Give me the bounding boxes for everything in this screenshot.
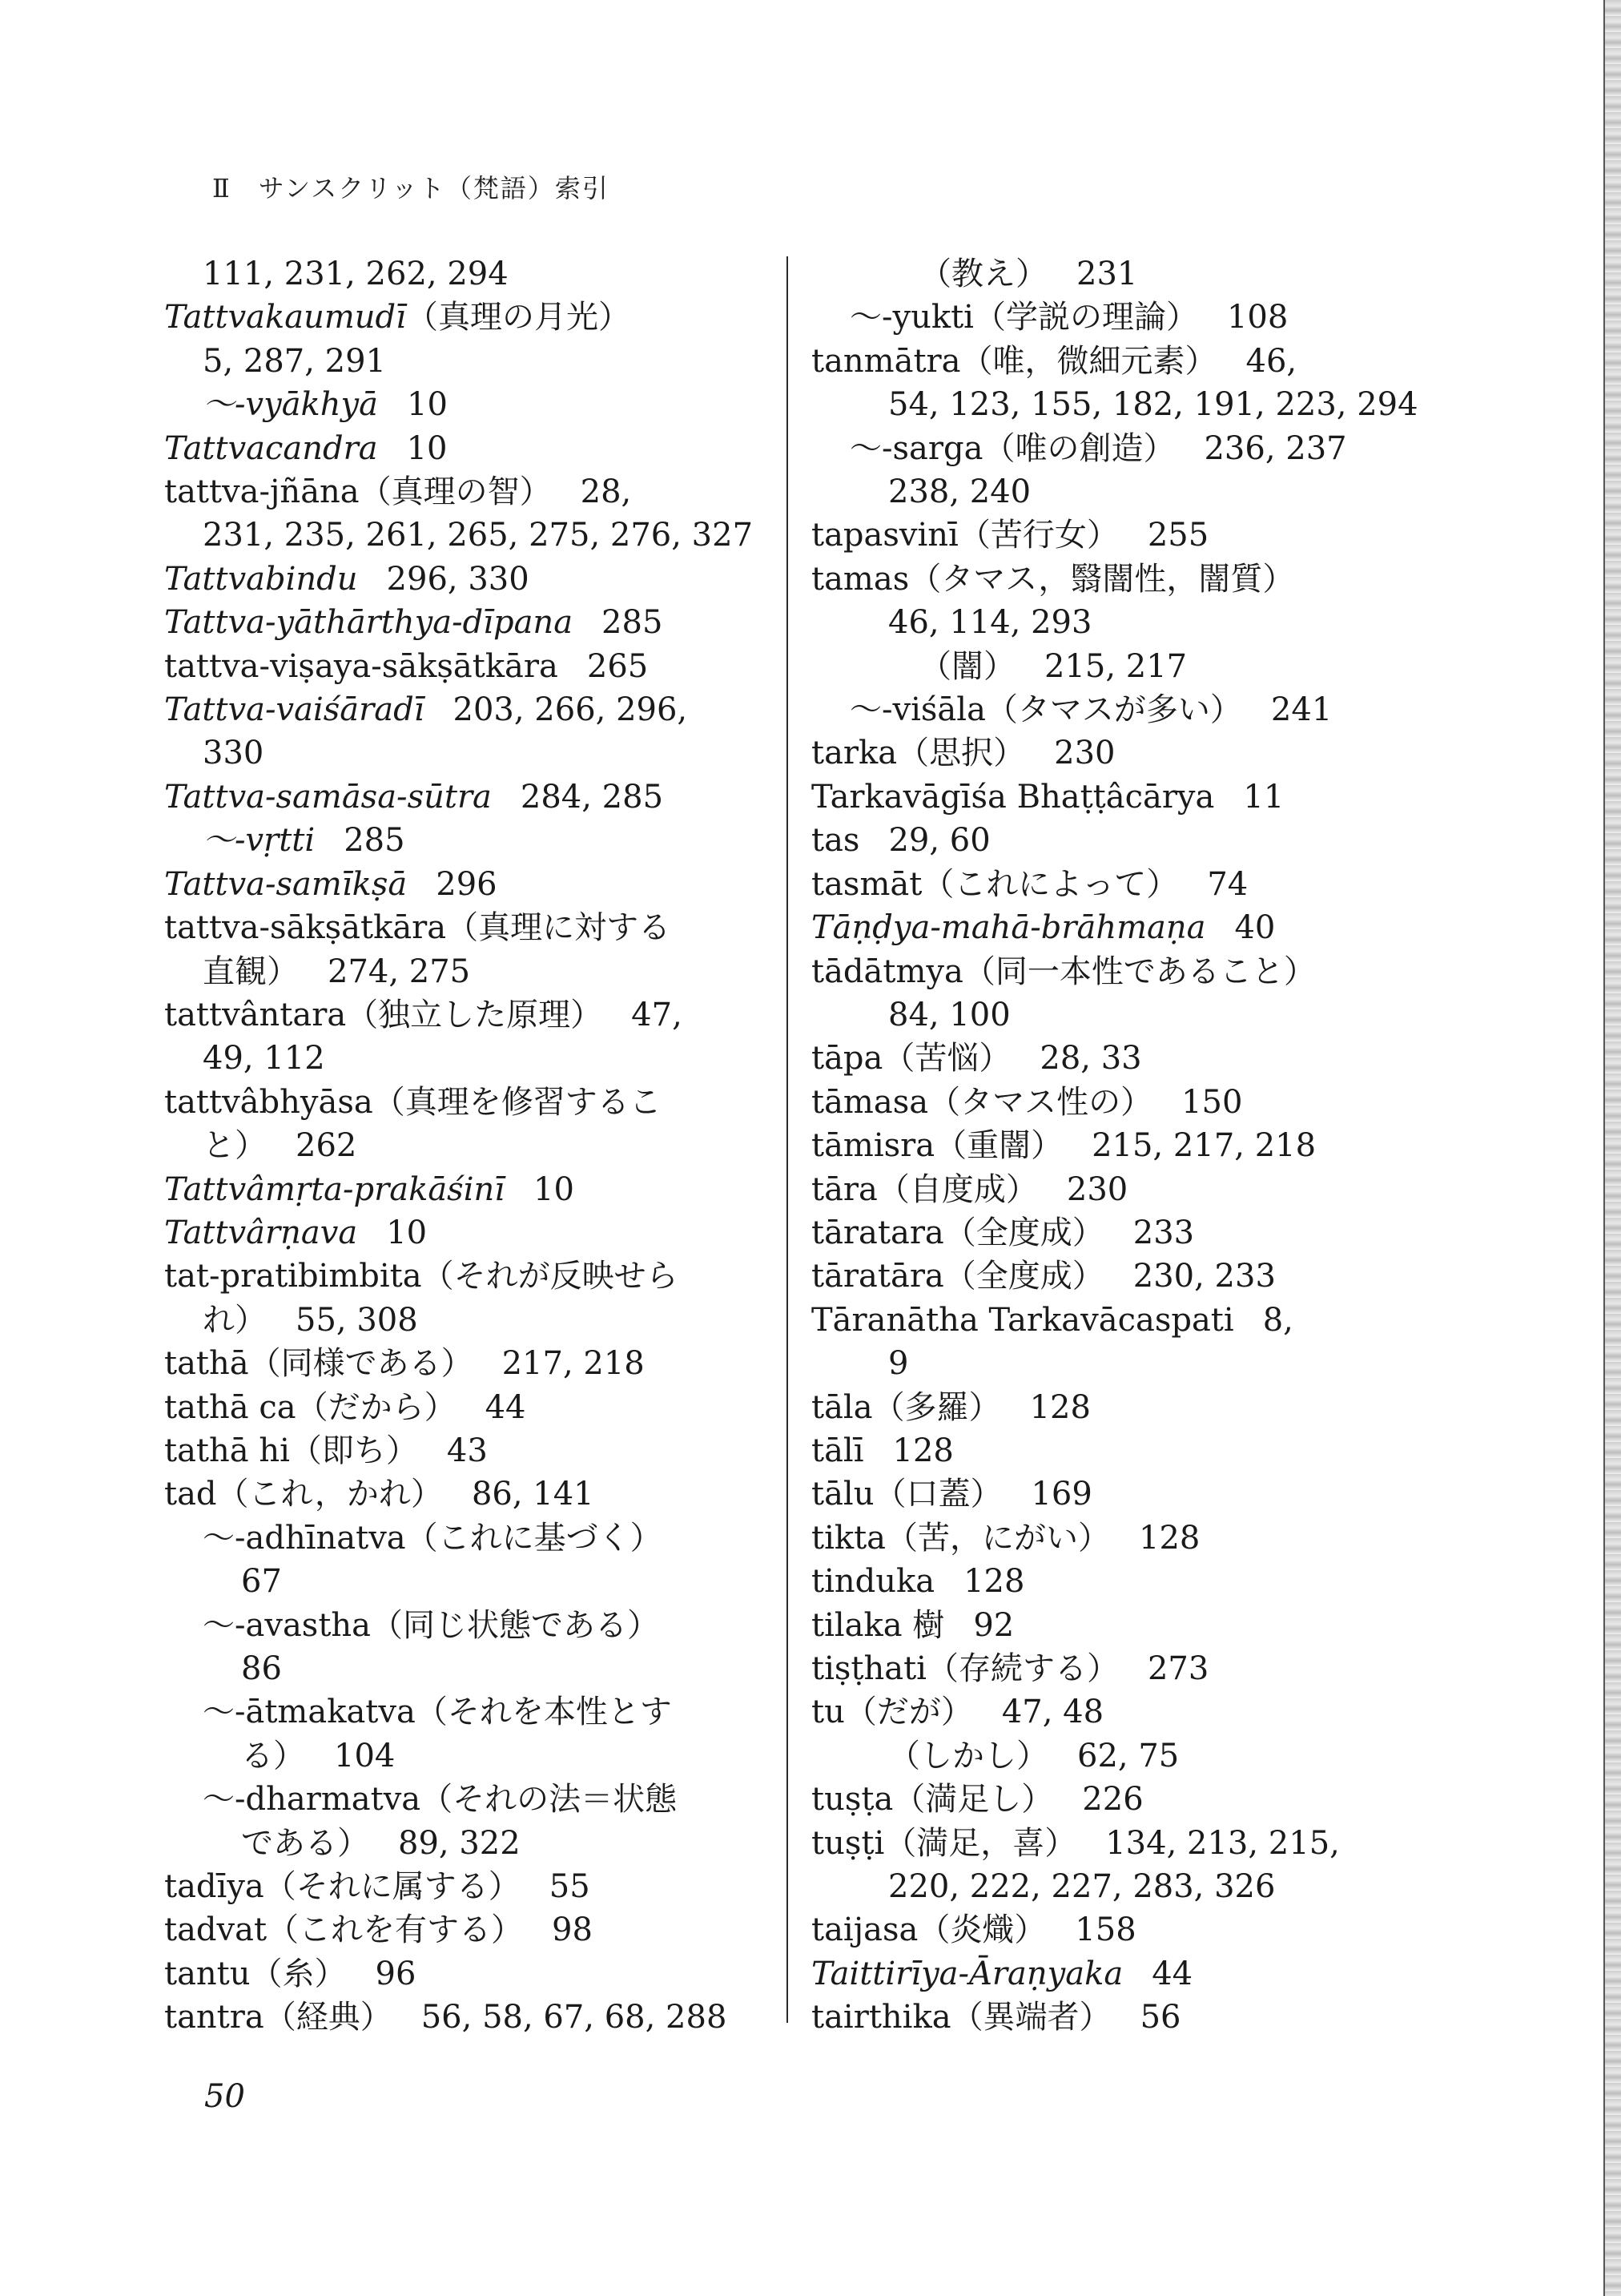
index-entry <box>164 1168 781 1211</box>
entry-pages: 230 <box>1066 1170 1128 1208</box>
entry-term: 46, 114, 293 <box>888 604 1092 642</box>
entry-pages: 128 <box>1139 1519 1201 1557</box>
index-entry <box>811 1952 1420 1996</box>
entry-pages: 285 <box>601 604 663 642</box>
entry-term: ～-avastha <box>203 1606 372 1644</box>
entry-pages: 233 <box>1132 1214 1195 1251</box>
entry-pages: 47, 48 <box>1001 1694 1104 1731</box>
entry-pages: 98 <box>552 1911 593 1949</box>
entry-term: ～-viśāla <box>850 691 986 729</box>
entry-term: ～-sarga <box>850 429 983 467</box>
index-entry <box>164 688 781 731</box>
entry-term: （しかし） <box>888 1737 1048 1774</box>
index-entry <box>811 1429 1420 1472</box>
entry-term: 84, 100 <box>888 996 1011 1033</box>
entry-gloss: （同じ状態である） <box>371 1606 660 1644</box>
index-entry <box>811 1996 1420 2039</box>
entry-term: tattva-viṣaya-sākṣātkāra <box>164 647 558 685</box>
entry-term: tattvântara <box>164 996 347 1033</box>
entry-term: ～-dharmatva <box>203 1781 421 1819</box>
index-entry <box>811 1255 1420 1298</box>
index-entry <box>164 470 781 514</box>
entry-term: tuṣṭa <box>811 1781 894 1819</box>
entry-pages: 56, 58, 67, 68, 288 <box>420 1999 727 2036</box>
index-entry <box>811 688 1420 731</box>
entry-pages: 285 <box>344 822 405 860</box>
page-number: 50 <box>204 2078 245 2115</box>
entry-gloss: （真理に対する <box>446 909 671 947</box>
index-entry <box>811 731 1420 775</box>
entry-gloss: （だから） <box>296 1388 457 1426</box>
entry-term: Tattvâmṛta-prakāśinī <box>164 1170 505 1208</box>
index-entry <box>811 383 1420 426</box>
entry-term: tanmātra <box>811 342 961 380</box>
index-entry <box>164 1734 781 1778</box>
entry-pages: 169 <box>1031 1476 1092 1513</box>
entry-term: tāmisra <box>811 1127 935 1165</box>
entry-gloss: （同一本性であること） <box>963 953 1316 990</box>
entry-pages: 10 <box>406 429 448 467</box>
entry-pages: 296 <box>436 865 497 903</box>
entry-pages: 11 <box>1243 778 1285 816</box>
entry-term: （闇） <box>919 647 1016 685</box>
index-entry <box>164 383 781 426</box>
index-entry <box>164 1429 781 1472</box>
entry-pages: 55, 308 <box>296 1301 418 1339</box>
index-entry <box>164 1517 781 1560</box>
entry-term: tantu <box>164 1955 251 1992</box>
entry-gloss: （同様である） <box>248 1345 473 1383</box>
entry-pages: 230, 233 <box>1132 1258 1276 1295</box>
index-entry <box>164 731 781 775</box>
index-entry <box>811 775 1420 819</box>
entry-pages: 231 <box>1076 256 1138 292</box>
entry-gloss: （真理の智） <box>359 473 552 511</box>
index-entry <box>164 1472 781 1516</box>
index-entry <box>811 601 1420 644</box>
entry-term: tadīya <box>164 1868 264 1906</box>
index-entry <box>811 1299 1420 1342</box>
index-entry <box>811 1604 1420 1647</box>
index-entry <box>164 1778 781 1821</box>
entry-gloss: （思択） <box>897 735 1026 772</box>
index-entry <box>811 1124 1420 1167</box>
entry-gloss: （多羅） <box>872 1388 1001 1426</box>
index-entry <box>164 1124 781 1167</box>
index-entry <box>164 993 781 1037</box>
index-entry <box>811 514 1420 557</box>
entry-pages: 29, 60 <box>888 822 991 860</box>
entry-gloss: （だが） <box>844 1694 973 1731</box>
entry-pages: 128 <box>963 1563 1025 1601</box>
entry-pages: 40 <box>1234 909 1276 947</box>
entry-term: 220, 222, 227, 283, 326 <box>888 1868 1276 1906</box>
entry-pages: 226 <box>1082 1781 1144 1819</box>
index-entry <box>811 252 1420 296</box>
entry-term: tilaka 樹 <box>811 1606 945 1644</box>
entry-pages: 10 <box>386 1214 428 1251</box>
entry-pages: 96 <box>375 1955 416 1992</box>
index-entry <box>164 427 781 470</box>
entry-term: tathā hi <box>164 1432 290 1469</box>
entry-term: tattvâbhyāsa <box>164 1083 373 1121</box>
scan-edge <box>1603 0 1621 2296</box>
entry-pages: 44 <box>1152 1955 1193 1992</box>
entry-term: tālu <box>811 1476 875 1513</box>
index-entry <box>164 950 781 993</box>
index-entry <box>164 1037 781 1080</box>
entry-term: 直観） <box>203 953 299 990</box>
entry-gloss: （全度成） <box>943 1214 1104 1251</box>
entry-term: tattva-jñāna <box>164 473 360 511</box>
entry-term: 238, 240 <box>888 473 1032 511</box>
entry-term: Taittirīya-Āraṇyaka <box>811 1955 1124 1992</box>
entry-pages: 262 <box>296 1127 357 1165</box>
entry-gloss: （それに属する） <box>263 1868 521 1906</box>
entry-pages: 43 <box>446 1432 488 1469</box>
index-entry <box>811 427 1420 470</box>
entry-term: 5, 287, 291 <box>203 342 387 380</box>
entry-term: tathā <box>164 1345 249 1383</box>
index-entry <box>811 1081 1420 1124</box>
index-entry <box>811 863 1420 906</box>
index-entry <box>811 1472 1420 1516</box>
index-entry <box>164 1822 781 1865</box>
index-entry <box>164 1908 781 1952</box>
entry-gloss: （それの法＝状態 <box>420 1781 678 1819</box>
entry-gloss: （重闇） <box>935 1127 1064 1165</box>
entry-pages: 296, 330 <box>386 560 529 598</box>
entry-gloss: （糸） <box>250 1955 347 1992</box>
entry-pages: 217, 218 <box>501 1345 645 1383</box>
entry-term: 330 <box>203 735 264 772</box>
entry-term: tādātmya <box>811 953 963 990</box>
entry-gloss: （タマス，翳闇性，闇質） <box>909 560 1295 598</box>
entry-pages: 215, 217, 218 <box>1092 1127 1317 1165</box>
entry-term: taijasa <box>811 1911 919 1949</box>
entry-term: ～-adhīnatva <box>203 1519 406 1557</box>
entry-term: tat-pratibimbita <box>164 1258 422 1295</box>
entry-gloss: （苦行女） <box>958 517 1119 554</box>
entry-pages: 241 <box>1270 691 1333 729</box>
entry-term: 231, 235, 261, 265, 275, 276, 327 <box>203 517 754 554</box>
entry-gloss: （それが反映せら <box>421 1258 678 1295</box>
index-entry <box>164 1690 781 1734</box>
entry-term: 9 <box>888 1345 909 1383</box>
entry-term: tinduka <box>811 1563 935 1601</box>
index-entry <box>811 1211 1420 1255</box>
index-entry <box>164 1865 781 1908</box>
entry-pages: 273 <box>1147 1650 1209 1687</box>
entry-gloss: （タマスが多い） <box>985 691 1242 729</box>
index-entry <box>811 993 1420 1037</box>
entry-pages: 89, 322 <box>398 1824 521 1862</box>
entry-term: （教え） <box>919 256 1048 292</box>
index-entry <box>164 645 781 688</box>
entry-pages: 203, 266, 296, <box>453 691 688 729</box>
index-entry <box>811 819 1420 862</box>
entry-pages: 236, 237 <box>1204 429 1347 467</box>
entry-pages: 230 <box>1054 735 1116 772</box>
entry-gloss: （即ち） <box>289 1432 418 1469</box>
entry-gloss: （口蓋） <box>874 1476 1003 1513</box>
entry-term: 86 <box>241 1650 282 1687</box>
entry-term: tāratara <box>811 1214 944 1251</box>
entry-term: tu <box>811 1694 845 1731</box>
entry-pages: 47, <box>631 996 682 1033</box>
index-entry <box>164 1211 781 1255</box>
index-entry <box>164 1560 781 1603</box>
entry-pages: 28, 33 <box>1040 1040 1142 1078</box>
entry-pages: 86, 141 <box>471 1476 594 1513</box>
entry-term: Tattva-vaiśāradī <box>164 691 424 729</box>
index-entry <box>164 1604 781 1647</box>
entry-term: れ） <box>203 1301 267 1339</box>
entry-pages: 158 <box>1075 1911 1136 1949</box>
entry-gloss: （これ，かれ） <box>216 1476 443 1513</box>
column-divider <box>786 256 788 2023</box>
entry-pages: 10 <box>407 386 448 424</box>
index-entry <box>811 950 1420 993</box>
index-entry <box>811 340 1420 383</box>
entry-pages: 8, <box>1262 1301 1293 1339</box>
entry-term: tamas <box>811 560 910 598</box>
entry-term: Tattvârṇava <box>164 1214 358 1251</box>
entry-gloss: （学説の理論） <box>973 299 1198 336</box>
index-entry <box>811 1734 1420 1778</box>
entry-pages: 55 <box>549 1868 590 1906</box>
entry-pages: 74 <box>1207 865 1249 903</box>
index-entry <box>164 1299 781 1342</box>
entry-term: tāratāra <box>811 1258 944 1295</box>
entry-pages: 284, 285 <box>520 778 664 816</box>
entry-term: tapasvinī <box>811 517 959 554</box>
index-entry <box>164 558 781 601</box>
index-entry <box>811 1865 1420 1908</box>
entry-term: Tattva-yāthārthya-dīpana <box>164 604 573 642</box>
entry-gloss: （苦悩） <box>883 1040 1012 1078</box>
index-entry <box>164 1081 781 1124</box>
entry-pages: 215, 217 <box>1044 647 1188 685</box>
entry-gloss: （独立した原理） <box>346 996 603 1033</box>
index-entry <box>164 340 781 383</box>
index-entry <box>811 1168 1420 1211</box>
index-entry <box>811 1822 1420 1865</box>
index-entry <box>811 558 1420 601</box>
entry-pages: 128 <box>892 1432 954 1469</box>
entry-gloss: （経典） <box>263 1999 392 2036</box>
index-entry <box>164 1255 781 1298</box>
entry-term: tattva-sākṣātkāra <box>164 909 447 947</box>
entry-gloss: （これによって） <box>922 865 1179 903</box>
entry-gloss: （存続する） <box>926 1650 1119 1687</box>
entry-term: tathā ca <box>164 1388 296 1426</box>
entry-gloss: （これを有する） <box>267 1911 524 1949</box>
entry-gloss: （異端者） <box>951 1999 1112 2036</box>
index-entry <box>811 296 1420 339</box>
index-entry <box>164 296 781 339</box>
entry-term: tālī <box>811 1432 864 1469</box>
index-entry <box>811 1037 1420 1080</box>
entry-term: と） <box>203 1127 267 1165</box>
entry-gloss: （唯の創造） <box>983 429 1176 467</box>
entry-term: 111, 231, 262, 294 <box>203 256 509 292</box>
index-entry <box>164 819 781 862</box>
entry-term: ～-yukti <box>850 299 974 336</box>
entry-pages: 92 <box>973 1606 1015 1644</box>
index-entry <box>164 514 781 557</box>
index-entry <box>164 1996 781 2039</box>
entry-gloss: （これに基づく） <box>405 1519 662 1557</box>
index-entry <box>164 863 781 906</box>
entry-pages: 62, 75 <box>1077 1737 1180 1774</box>
entry-pages: 255 <box>1147 517 1209 554</box>
index-entry <box>164 1952 781 1996</box>
entry-gloss: （全度成） <box>943 1258 1104 1295</box>
entry-term: Tāranātha Tarkavācaspati <box>811 1301 1234 1339</box>
index-column-right <box>811 252 1420 2040</box>
entry-pages: 128 <box>1029 1388 1091 1426</box>
entry-pages: 108 <box>1226 299 1289 336</box>
index-entry <box>164 252 781 296</box>
entry-term: tāra <box>811 1170 878 1208</box>
index-entry <box>811 1647 1420 1690</box>
entry-pages: 274, 275 <box>328 953 471 990</box>
entry-pages: 134, 213, 215, <box>1105 1824 1340 1862</box>
entry-term: ～-vṛtti <box>203 822 316 860</box>
entry-term: Tāṇḍya-mahā-brāhmaṇa <box>811 909 1206 947</box>
entry-term: tairthika <box>811 1999 951 2036</box>
entry-gloss: （苦，にがい） <box>886 1519 1111 1557</box>
entry-term: tikta <box>811 1519 887 1557</box>
entry-term: 67 <box>241 1563 282 1601</box>
index-entry <box>164 775 781 819</box>
entry-term: tantra <box>164 1999 264 2036</box>
entry-gloss: （満足し） <box>893 1781 1054 1819</box>
entry-gloss: （真理の月光） <box>405 299 630 336</box>
index-entry <box>811 1342 1420 1385</box>
entry-gloss: （真理を修習するこ <box>372 1083 662 1121</box>
entry-pages: 46, <box>1245 342 1297 380</box>
entry-pages: 56 <box>1140 1999 1181 2036</box>
index-entry <box>811 1517 1420 1560</box>
entry-gloss: （それを本性とす <box>415 1694 672 1731</box>
index-entry <box>811 1778 1420 1821</box>
index-entry <box>164 1342 781 1385</box>
index-entry <box>164 1647 781 1690</box>
index-entry <box>811 906 1420 949</box>
entry-term: である） <box>241 1824 369 1862</box>
entry-gloss: （満足，喜） <box>884 1824 1077 1862</box>
entry-gloss: （唯，微細元素） <box>960 342 1217 380</box>
entry-term: tiṣṭhati <box>811 1650 927 1687</box>
index-entry <box>811 1386 1420 1429</box>
entry-gloss: （炎熾） <box>918 1911 1047 1949</box>
entry-pages: 104 <box>334 1737 396 1774</box>
entry-term: Tattvacandra <box>164 429 378 467</box>
running-header: Ⅱ サンスクリット（梵語）索引 <box>212 173 609 203</box>
entry-term: tasmāt <box>811 865 923 903</box>
entry-term: tad <box>164 1476 217 1513</box>
index-entry <box>164 906 781 949</box>
entry-term: ～-ātmakatva <box>203 1694 416 1731</box>
entry-term: 54, 123, 155, 182, 191, 223, 294 <box>888 386 1418 424</box>
index-entry <box>811 645 1420 688</box>
entry-gloss: （自度成） <box>877 1170 1038 1208</box>
entry-term: 49, 112 <box>203 1040 325 1078</box>
entry-term: Tattvakaumudī <box>164 299 406 336</box>
entry-term: tāmasa <box>811 1083 929 1121</box>
index-entry <box>811 470 1420 514</box>
entry-term: tāpa <box>811 1040 883 1078</box>
entry-pages: 28, <box>580 473 632 511</box>
entry-term: tāla <box>811 1388 873 1426</box>
index-entry <box>811 1560 1420 1603</box>
entry-gloss: （タマス性の） <box>928 1083 1153 1121</box>
entry-term: tuṣṭi <box>811 1824 885 1862</box>
entry-term: Tattva-samāsa-sūtra <box>164 778 492 816</box>
index-entry <box>164 601 781 644</box>
entry-pages: 150 <box>1181 1083 1243 1121</box>
entry-pages: 10 <box>533 1170 574 1208</box>
entry-term: る） <box>241 1737 305 1774</box>
entry-pages: 44 <box>485 1388 526 1426</box>
entry-term: ～-vyākhyā <box>203 386 379 424</box>
entry-term: Tattva-samīkṣā <box>164 865 408 903</box>
index-entry <box>811 1690 1420 1734</box>
entry-term: tas <box>811 822 860 860</box>
entry-term: tarka <box>811 735 898 772</box>
entry-term: tadvat <box>164 1911 267 1949</box>
entry-term: Tarkavāgīśa Bhaṭṭâcārya <box>811 778 1215 816</box>
index-column-left <box>164 252 781 2040</box>
entry-term: Tattvabindu <box>164 560 358 598</box>
index-entry <box>811 1908 1420 1952</box>
index-entry <box>164 1386 781 1429</box>
entry-pages: 265 <box>586 647 649 685</box>
